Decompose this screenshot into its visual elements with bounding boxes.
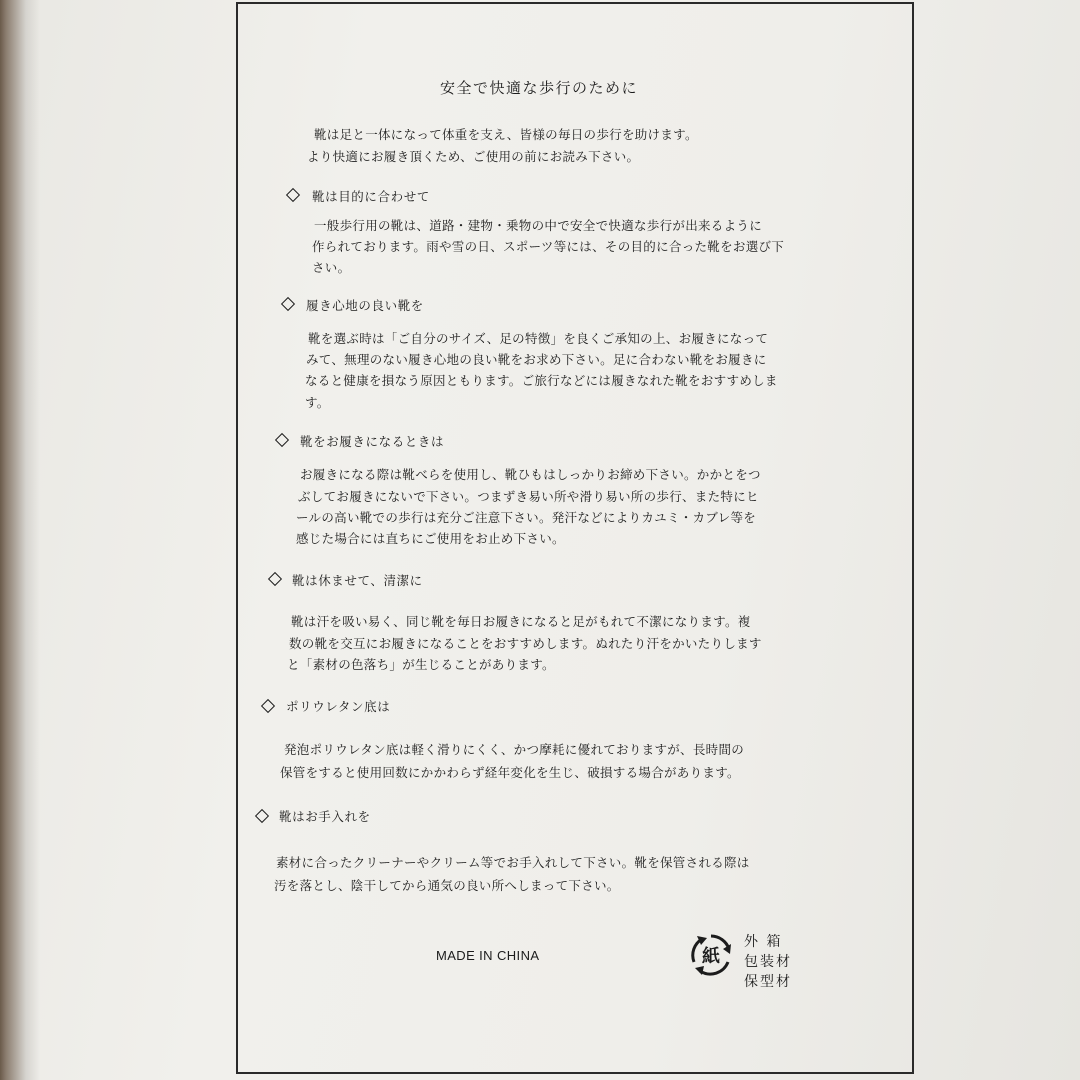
section-line: みて、無理のない履き心地の良い靴をお求め下さい。足に合わない靴をお履きに xyxy=(306,352,767,367)
section-heading: 靴をお履きになるときは xyxy=(300,434,445,449)
recycle-label: 保型材 xyxy=(744,974,792,990)
section-line: 作られております。雨や雪の日、スポーツ等には、その目的に合った靴をお選び下 xyxy=(312,239,785,254)
section-line: なると健康を損なう原因ともります。ご旅行などには履きなれた靴をおすすめしま xyxy=(305,373,778,388)
section-line: す。 xyxy=(305,395,330,410)
section-line: 汚を落とし、陰干してから通気の良い所へしまって下さい。 xyxy=(274,878,620,893)
section-heading: ポリウレタン底は xyxy=(286,699,391,714)
section-line: と「素材の色落ち」が生じることがあります。 xyxy=(287,657,555,672)
section-heading: 靴はお手入れを xyxy=(279,809,371,824)
document-title: 安全で快適な歩行のために xyxy=(440,79,639,97)
made-in-label: MADE IN CHINA xyxy=(436,948,540,963)
paper-recycle-icon xyxy=(688,932,734,978)
intro-line: 靴は足と一体になって体重を支え、皆様の毎日の歩行を助けます。 xyxy=(314,127,698,142)
section-line: ぶしてお履きにないで下さい。つまずき易い所や滑り易い所の歩行、また特にヒ xyxy=(298,489,759,504)
box-edge-shadow xyxy=(0,0,40,1080)
section-line: 発泡ポリウレタン底は軽く滑りにくく、かつ摩耗に優れておりますが、長時間の xyxy=(284,742,745,757)
section-line: 靴は汗を吸い易く、同じ靴を毎日お履きになると足がもれて不潔になります。複 xyxy=(291,614,751,629)
recycle-label: 外 箱 xyxy=(744,934,783,950)
recycle-mark-text: 紙 xyxy=(702,946,720,967)
recycle-label: 包装材 xyxy=(744,954,792,970)
section-line: 一般歩行用の靴は、道路・建物・乗物の中で安全で快適な歩行が出来るように xyxy=(314,218,763,233)
intro-line: より快適にお履き頂くため、ご使用の前にお読み下さい。 xyxy=(307,149,640,164)
section-line: ールの高い靴での歩行は充分ご注意下さい。発汗などによりカユミ・カブレ等を xyxy=(296,510,757,525)
section-line: 数の靴を交互にお履きになることをおすすめします。ぬれたり汗をかいたりします xyxy=(289,636,762,651)
section-line: 保管をすると使用回数にかかわらず経年変化を生じ、破損する場合があります。 xyxy=(280,765,740,780)
section-line: お履きになる際は靴べらを使用し、靴ひもはしっかりお締め下さい。かかとをつ xyxy=(300,467,761,482)
section-heading: 靴は休ませて、清潔に xyxy=(292,573,423,588)
section-line: 靴を選ぶ時は「ご自分のサイズ、足の特徴」を良くご承知の上、お履きになって xyxy=(308,331,769,346)
section-line: 感じた場合には直ちにご使用をお止め下さい。 xyxy=(296,531,565,546)
section-heading: 履き心地の良い靴を xyxy=(306,298,424,313)
section-heading: 靴は目的に合わせて xyxy=(312,189,430,204)
section-line: 素材に合ったクリーナーやクリーム等でお手入れして下さい。靴を保管される際は xyxy=(276,855,750,870)
section-line: さい。 xyxy=(312,260,351,275)
